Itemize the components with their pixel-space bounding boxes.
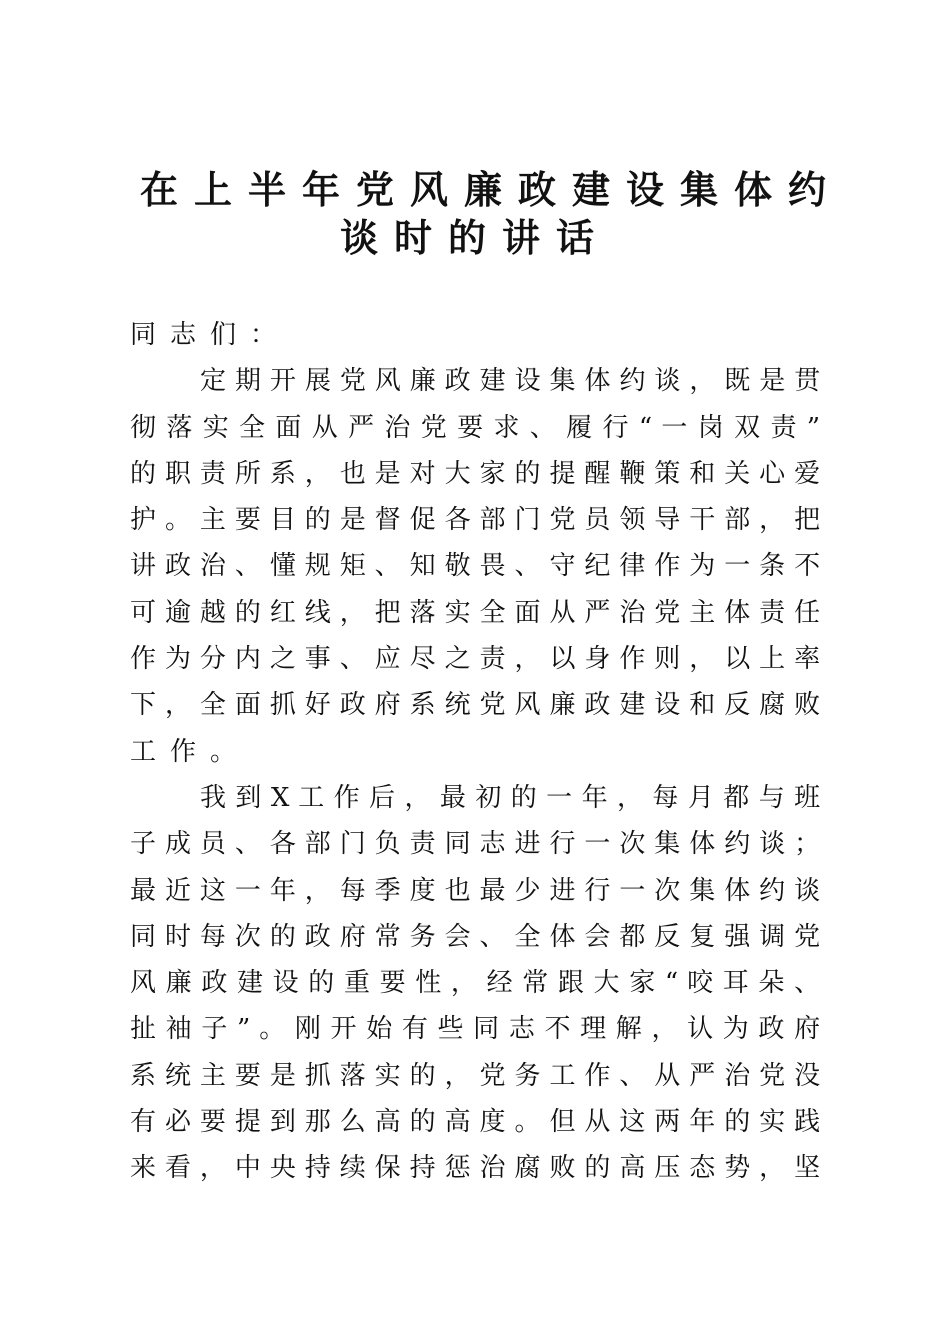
paragraph-line: 最 近 这 一 年 ， 每 季 度 也 最 少 进 行 一 次 集 体 约 谈 bbox=[130, 875, 820, 906]
document-body bbox=[130, 312, 820, 1192]
paragraph-line: 子 成 员 、 各 部 门 负 责 同 志 进 行 一 次 集 体 约 谈 ； bbox=[130, 829, 820, 860]
paragraph-line: 有 必 要 提 到 那 么 高 的 高 度 。 但 从 这 两 年 的 实 践 bbox=[130, 1107, 820, 1138]
paragraph-line: 我 到 X 工 作 后 ， 最 初 的 一 年 ， 每 月 都 与 班 bbox=[200, 782, 820, 813]
paragraph-line: 作 为 分 内 之 事 、 应 尽 之 责 ， 以 身 作 则 ， 以 上 率 bbox=[130, 644, 820, 675]
paragraph-line: 护 。 主 要 目 的 是 督 促 各 部 门 党 员 领 导 干 部 ， 把 bbox=[130, 505, 820, 536]
paragraph-line: 可 逾 越 的 红 线 ， 把 落 实 全 面 从 严 治 党 主 体 责 任 bbox=[130, 597, 820, 628]
paragraph-2 bbox=[130, 775, 820, 1192]
paragraph-line: 同 时 每 次 的 政 府 常 务 会 、 全 体 会 都 反 复 强 调 党 bbox=[130, 921, 820, 952]
paragraph-line: 来 看 ， 中 央 持 续 保 持 惩 治 腐 败 的 高 压 态 势 ， 坚 bbox=[130, 1153, 820, 1184]
paragraph-line: 风 廉 政 建 设 的 重 要 性 ， 经 常 跟 大 家 “ 咬 耳 朵 、 bbox=[130, 968, 820, 999]
paragraph-1 bbox=[130, 358, 820, 775]
paragraph-line: 下 ， 全 面 抓 好 政 府 系 统 党 风 廉 政 建 设 和 反 腐 败 bbox=[130, 690, 820, 721]
paragraph-line: 定 期 开 展 党 风 廉 政 建 设 集 体 约 谈 ， 既 是 贯 bbox=[200, 366, 820, 397]
paragraph-line: 扯 袖 子 ” 。 刚 开 始 有 些 同 志 不 理 解 ， 认 为 政 府 bbox=[130, 1014, 820, 1045]
document-title-line-2: 谈时的讲话 bbox=[339, 215, 610, 260]
paragraph-line: 讲 政 治 、 懂 规 矩 、 知 敬 畏 、 守 纪 律 作 为 一 条 不 bbox=[130, 551, 820, 582]
paragraph-line: 系 统 主 要 是 抓 落 实 的 ， 党 务 工 作 、 从 严 治 党 没 bbox=[130, 1060, 820, 1091]
paragraph-line: 工作。 bbox=[130, 736, 251, 767]
salutation: 同志们： bbox=[130, 320, 291, 350]
document-title-line-1: 在上半年党风廉政建设集体约 bbox=[140, 167, 843, 212]
paragraph-line: 的 职 责 所 系 ， 也 是 对 大 家 的 提 醒 鞭 策 和 关 心 爱 bbox=[130, 458, 820, 489]
paragraph-line: 彻 落 实 全 面 从 严 治 党 要 求 、 履 行 “ 一 岗 双 责 ” bbox=[130, 412, 820, 443]
